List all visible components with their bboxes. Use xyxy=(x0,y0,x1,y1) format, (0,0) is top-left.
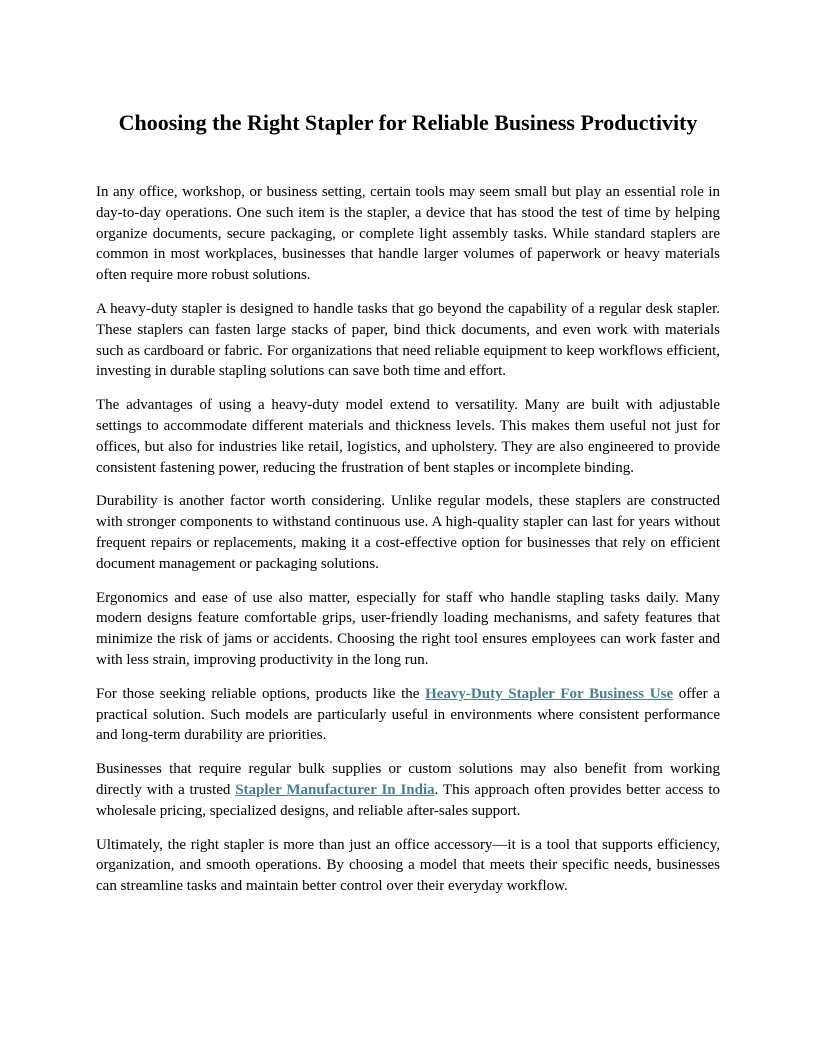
paragraph-products-text-before: For those seeking reliable options, products like the xyxy=(96,685,426,702)
paragraph-manufacturer-text-before: Businesses that require regular bulk supplies or custom solutions may also benefit from working directly with a trusted xyxy=(96,761,720,798)
paragraph-manufacturer xyxy=(96,759,720,821)
paragraph-versatility: The advantages of using a heavy-duty model extend to versatility. Many are built with adjustable settings to accommodate different materials and thickness levels. This makes them useful not just for offices, but also for industries like retail, logistics, and upholstery. They are also engineered to provide consistent fastening power, reducing the frustration of bent staples or incomplete binding. xyxy=(96,397,720,476)
paragraph-intro: In any office, workshop, or business setting, certain tools may seem small but play an essential role in day-to-day operations. One such item is the stapler, a device that has stood the test of time by helping organize documents, secure packaging, or complete light assembly tasks. While standard staplers are common in most workplaces, businesses that handle larger volumes of paperwork or heavy materials often require more robust solutions. xyxy=(96,184,720,284)
stapler-manufacturer-link[interactable]: Stapler Manufacturer In India xyxy=(235,781,435,798)
heavy-duty-stapler-link[interactable]: Heavy-Duty Stapler For Business Use xyxy=(425,685,674,702)
page-title: Choosing the Right Stapler for Reliable Business Productivity xyxy=(118,110,698,135)
paragraph-products-text-after: offer a practical solution. Such models are particularly useful in environments where consistent performance and long-term durability are priorities. xyxy=(96,685,720,744)
article-body xyxy=(96,182,720,910)
paragraph-products xyxy=(96,684,720,746)
paragraph-conclusion: Ultimately, the right stapler is more than just an office accessory—it is a tool that supports efficiency, organization, and smooth operations. By choosing a model that meets their specific needs, businesses can streamline tasks and maintain better control over their everyday workflow. xyxy=(96,836,720,895)
paragraph-heavy-duty: A heavy-duty stapler is designed to handle tasks that go beyond the capability of a regular desk stapler. These staplers can fasten large stacks of paper, bind thick documents, and even work with materials such as cardboard or fabric. For organizations that need reliable equipment to keep workflows efficient, investing in durable stapling solutions can save both time and effort. xyxy=(96,300,720,380)
paragraph-manufacturer-text-after: . This approach often provides better access to wholesale pricing, specialized designs, and reliable after-sales support. xyxy=(96,781,720,819)
paragraph-ergonomics: Ergonomics and ease of use also matter, especially for staff who handle stapling tasks daily. Many modern designs feature comfortable grips, user-friendly loading mechanisms, and safety features that minimize the risk of jams or accidents. Choosing the right tool ensures employees can work faster and with less strain, improving productivity in the long run. xyxy=(96,589,720,668)
paragraph-durability: Durability is another factor worth considering. Unlike regular models, these staplers are constructed with stronger components to withstand continuous use. A high-quality stapler can last for years without frequent repairs or replacements, making it a cost-effective option for businesses that rely on efficient document management or packaging solutions. xyxy=(96,493,720,572)
